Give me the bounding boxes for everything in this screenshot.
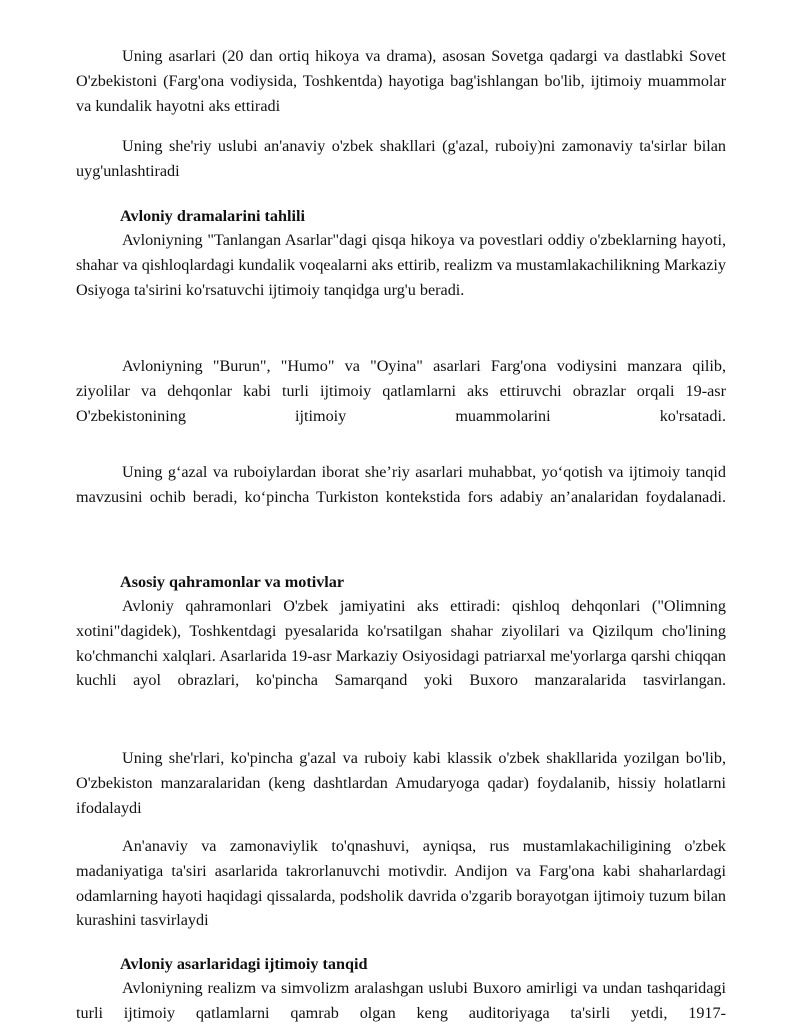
paragraph-selected-works: Avloniyning "Tanlangan Asarlar"dagi qisqa hikoya va povestlari oddiy o'zbeklarning hayoti, shahar va qishloqlardagi kundalik voqealarni aks ettirib, realizm va mustamlakachilikning Markaziy Osiyoga ta'sirini ko'rsatuvchi ijtimoiy tanqidga urg'u beradi. [76, 231, 726, 299]
paragraph-works-overview: Uning asarlari (20 dan ortiq hikoya va drama), asosan Sovetga qadargi va dastlabki Sovet O'zbekistoni (Farg'ona vodiysida, Toshkentda) hayotiga bag'ishlangan bo'lib, ijtimoiy muammolar va kundalik hayotni aks ettiradi [76, 47, 726, 115]
paragraph-poetic-style: Uning she'riy uslubi an'anaviy o'zbek shakllari (g'azal, ruboiy)ni zamonaviy ta'sirlar bilan uyg'unlashtiradi [76, 137, 726, 180]
heading-drama-analysis: Avloniy dramalarini tahlili [120, 207, 305, 225]
paragraph-burun-humo-oyina: Avloniyning "Burun", "Humo" va "Oyina" asarlari Farg'ona vodiysini manzara qilib, ziyolilar va dehqonlar kabi turli ijtimoiy qatlamlarni aks ettiruvchi obrazlar orqali 19-asr O'zbekistonining ijtimoiy muammolarini ko'rsatadi. [76, 357, 726, 425]
paragraph-characters: Avloniy qahramonlari O'zbek jamiyatini aks ettiradi: qishloq dehqonlari ("Olimning xotini"dagidek), Toshkentdagi pyesalarida ko'rsatilgan shahar ziyolilari va Qizilqum cho'lining ko'chmanchi xalqlari. Asarlarida 19-asr Markaziy Osiyosidagi patriarxal me'yorlarga qarshi chiqqan kuchli ayol obrazlari, ko'pincha Samarqand yoki Buxoro manzaralarida tasvirlangan. [76, 597, 726, 690]
paragraph-poems-classic-forms: Uning she'rlari, ko'pincha g'azal va ruboiy kabi klassik o'zbek shakllarida yozilgan bo'lib, O'zbekiston manzaralaridan (keng dashtlardan Amudaryoga qadar) foydalanib, hissiy holatlarni ifodalaydi [76, 749, 726, 817]
heading-social-criticism: Avloniy asarlaridagi ijtimoiy tanqid [120, 955, 368, 973]
heading-main-characters: Asosiy qahramonlar va motivlar [120, 573, 345, 591]
paragraph-realism-symbolism: Avloniyning realizm va simvolizm aralashgan uslubi Buxoro amirligi va undan tashqaridagi turli ijtimoiy qatlamlarni qamrab olgan keng auditoriyaga ta'sirli yetdi, 1917- [76, 979, 726, 1022]
paragraph-ghazal-rubai: Uning g‘azal va ruboiylardan iborat she’riy asarlari muhabbat, yo‘qotish va ijtimoiy tanqid mavzusini ochib beradi, ko‘pincha Turkiston kontekstida fors adabiy an’analaridan foydalanadi. [76, 463, 726, 506]
paragraph-tradition-modernity: An'anaviy va zamonaviylik to'qnashuvi, ayniqsa, rus mustamlakachiligining o'zbek madaniyatiga ta'siri asarlarida takrorlanuvchi motivdir. Andijon va Farg'ona kabi shaharlardagi odamlarning hayoti haqidagi qissalarda, podsholik davrida o'zgarib borayotgan ijtimoiy tuzum bilan kurashini tasvirlaydi [76, 837, 726, 930]
